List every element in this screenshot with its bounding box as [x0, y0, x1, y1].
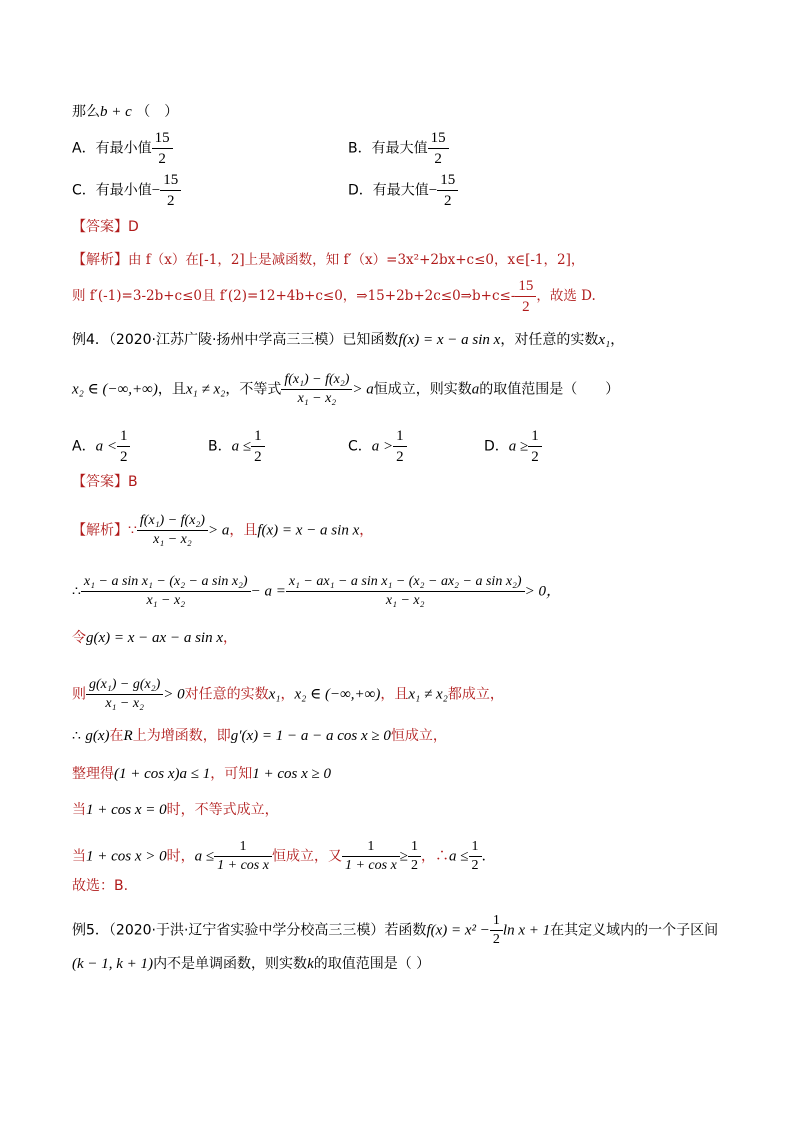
option-c: C．a > $\frac{1}{2}$	[348, 426, 407, 467]
explanation-line-2: 则 f′(-1)=3-2b+c≤0且 f′(2)=12+4b+c≤0，⇒15+2b+2c≤0⇒b+c≤- $\frac{15}{2}$ ，故选 D.	[72, 278, 596, 315]
fraction: $\frac{15}{2}$	[428, 128, 449, 169]
fraction: $\frac{1}{2}$	[251, 426, 265, 467]
answer-line: 【答案】D	[72, 219, 139, 235]
option-d: D．有最大值− $\frac{15}{2}$	[348, 170, 458, 211]
fraction: $\frac{1}{2}$	[490, 912, 503, 949]
option-b: B．a ≤ $\frac{1}{2}$	[208, 426, 265, 467]
fraction: $\frac{15}{2}$	[515, 276, 536, 317]
option-a: A．a < $\frac{1}{2}$	[72, 426, 130, 467]
fraction: $\frac{\text{g(x₁) − g(x₂)}}{\text{x₁ − x₂}}$	[86, 676, 163, 713]
fraction: $\frac{1}{2}$	[117, 426, 131, 467]
solution-step-4: 则 $\frac{\text{g(x₁) − g(x₂)}}{\text{x₁ − x₂}}$ > 0对任意的实数x₁，x₂ ∈ (−∞,+∞)，且x₁ ≠ x₂都成立，	[72, 677, 504, 711]
solution-step-7: 当1 + cos x = 0时，不等式成立，	[72, 802, 279, 818]
fraction: $\frac{\text{f(x₁) − f(x₂)}}{\text{x₁ − x₂}}$	[137, 512, 208, 549]
fraction: $\frac{15}{2}$	[152, 128, 173, 169]
fraction: $\frac{1}{2}$	[393, 426, 407, 467]
question-5-line-2: (k − 1, k + 1)内不是单调函数，则实数k的取值范围是（ ）	[72, 956, 431, 972]
solution-step-8: 当1 + cos x > 0时，a ≤ $\frac{1}{\text{1 + cos x}}$ 恒成立，又 $\frac{1}{\text{1 + cos x}}$ ≥ $\frac{1}{2}$ ，∴a ≤ $\frac{1}{2}$ .	[72, 839, 486, 873]
solution-step-1: 【解析】∵ $\frac{\text{f(x₁) − f(x₂)}}{\text{x₁ − x₂}}$ > a，且f(x) = x − a sin x，	[72, 513, 374, 547]
explanation-line-1: 【解析】由 f（x）在[-1，2]上是减函数，知 f′（x）=3x²+2bx+c≤0，x∈[-1，2]，	[72, 252, 585, 268]
option-d: D．a ≥ $\frac{1}{2}$	[484, 426, 542, 467]
fraction: $\frac{1}{\text{1 + cos x}}$	[342, 838, 400, 875]
fraction: $\frac{1}{\text{1 + cos x}}$	[214, 838, 272, 875]
fraction: $\frac{15}{2}$	[160, 170, 181, 211]
fraction: $\frac{15}{2}$	[437, 170, 458, 211]
solution-step-3: 令g(x) = x − ax − a sin x，	[72, 630, 237, 646]
fraction: $\frac{\text{f(x₁) − f(x₂)}}{\text{x₁ − x₂}}$	[281, 371, 352, 408]
option-a: A．有最小值 $\frac{15}{2}$	[72, 128, 173, 169]
solution-step-2: ∴ $\frac{\text{x₁ − a sin x₁ − (x₂ − a sin x₂)}}{\text{x₁ − x₂}}$ − a = $\frac{\text{x₁ − ax₁ − a sin x₁ − (x₂ − ax₂ − a sin x₂)}}{\text{x₁ − x₂}}$ > 0，	[72, 574, 561, 608]
fraction: $\frac{\text{x₁ − a sin x₁ − (x₂ − a sin x₂)}}{\text{x₁ − x₂}}$	[81, 573, 251, 610]
option-b: B．有最大值 $\frac{15}{2}$	[348, 128, 449, 169]
question-4-line-2: x₂ ∈ (−∞,+∞)，且x₁ ≠ x₂，不等式 $\frac{\text{f(x₁) − f(x₂)}}{\text{x₁ − x₂}}$ > a恒成立，则实数a的取值范围是（ ）	[72, 372, 620, 406]
option-c: C．有最小值− $\frac{15}{2}$	[72, 170, 181, 211]
question-5-title: 例5．（2020·于洪·辽宁省实验中学分校高三三模）若函数f(x) = x² − $\frac{1}{2}$ ln x + 1在其定义域内的一个子区间	[72, 913, 719, 947]
fraction: $\frac{1}{2}$	[469, 838, 482, 875]
answer-line: 【答案】B	[72, 474, 138, 490]
fraction: $\frac{1}{2}$	[408, 838, 421, 875]
question-4-title: 例4．（2020·江苏广陵·扬州中学高三三模）已知函数f(x) = x − a sin x，对任意的实数x₁，	[72, 332, 625, 348]
solution-conclusion: 故选：B.	[72, 878, 129, 894]
question-stem-tail: 那么b + c （ ）	[72, 104, 179, 120]
solution-step-6: 整理得(1 + cos x)a ≤ 1，可知1 + cos x ≥ 0	[72, 766, 332, 782]
solution-step-5: ∴ g(x)在R上为增函数，即g′(x) = 1 − a − a cos x ≥ 0恒成立，	[72, 728, 447, 744]
fraction: $\frac{\text{x₁ − ax₁ − a sin x₁ − (x₂ − ax₂ − a sin x₂)}}{\text{x₁ − x₂}}$	[286, 573, 525, 610]
fraction: $\frac{1}{2}$	[528, 426, 542, 467]
